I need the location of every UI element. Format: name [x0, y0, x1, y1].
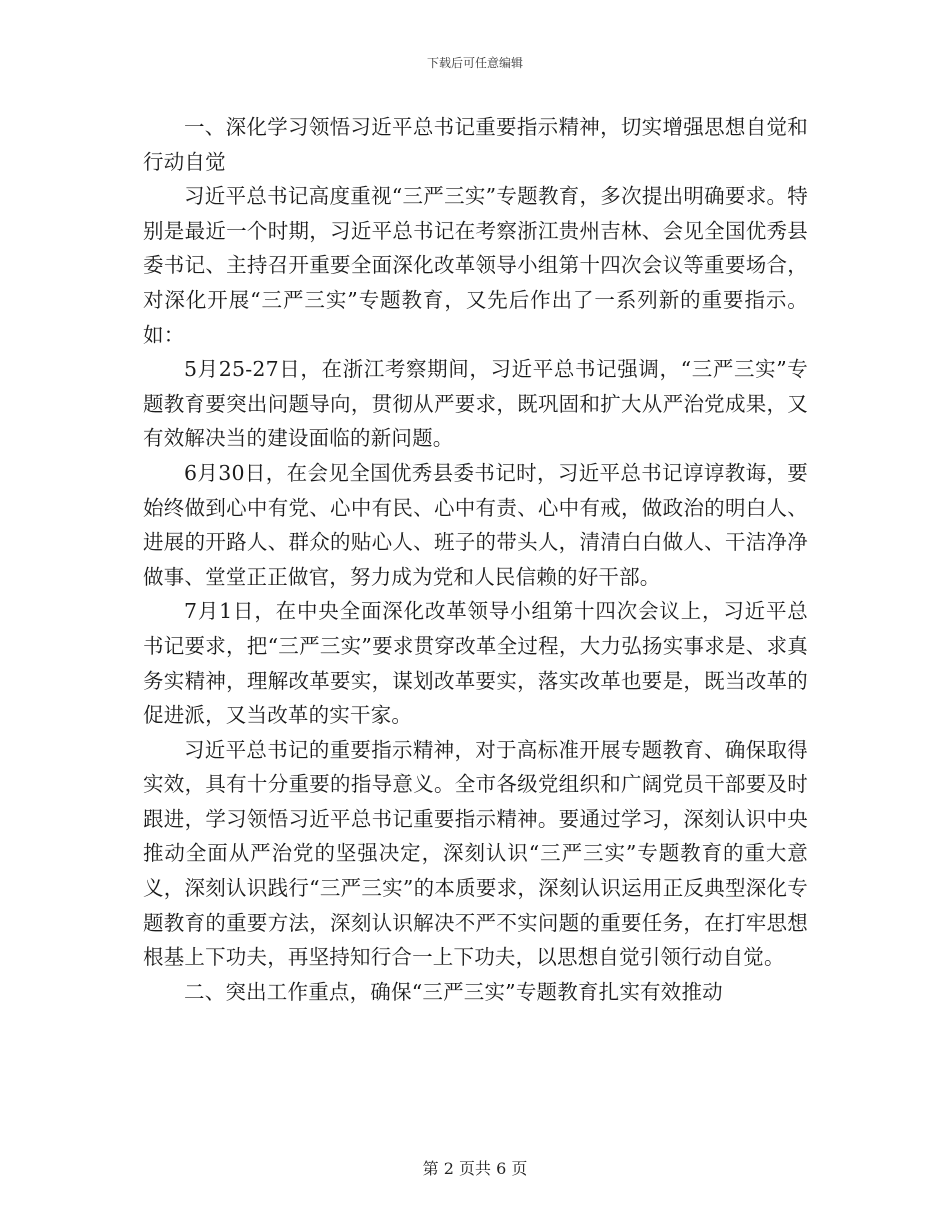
- section-heading-1: 一、深化学习领悟习近平总书记重要指示精神，切实增强思想自觉和行动自觉: [143, 115, 808, 174]
- body-paragraph: 习近平总书记高度重视“三严三实”专题教育，多次提出明确要求。特别是最近一个时期，习近平总书记在考察浙江贵州吉林、会见全国优秀县委书记、主持召开重要全面深化改革领导小组第十四次会议等重要场合，对深化开展“三严三实”专题教育，又先后作出了一系列新的重要指示。如：: [143, 184, 808, 347]
- section-heading-2: 二、突出工作重点，确保“三严三实”专题教育扎实有效推动: [184, 979, 723, 1004]
- page-header: 下载后可任意编辑: [426, 56, 523, 70]
- body-paragraph: 6月30日，在会见全国优秀县委书记时，习近平总书记谆谆教诲，要始终做到心中有党、心中有民、心中有责、心中有戒，做政治的明白人、进展的开路人、群众的贴心人、班子的带头人，清清白白做人、干洁净净做事、堂堂正正做官，努力成为党和人民信赖的好干部。: [143, 460, 808, 589]
- body-paragraph: 7月1日，在中央全面深化改革领导小组第十四次会议上，习近平总书记要求，把“三严三实”要求贯穿改革全过程，大力弘扬实事求是、求真务实精神，理解改革要实，谋划改革要实，落实改革也要是，既当改革的促进派，又当改革的实干家。: [143, 599, 808, 728]
- body-paragraph: 习近平总书记的重要指示精神，对于高标准开展专题教育、确保取得实效，具有十分重要的指导意义。全市各级党组织和广阔党员干部要及时跟进，学习领悟习近平总书记重要指示精神。要通过学习，深刻认识中央推动全面从严治党的坚强决定，深刻认识“三严三实”专题教育的重大意义，深刻认识践行“三严三实”的本质要求，深刻认识运用正反典型深化专题教育的重要方法，深刻认识解决不严不实问题的重要任务，在打牢思想根基上下功夫，再坚持知行合一上下功夫，以思想自觉引领行动自觉。: [143, 737, 808, 970]
- body-paragraph: 5月25-27日，在浙江考察期间，习近平总书记强调，“三严三实”专题教育要突出问题导向，贯彻从严要求，既巩固和扩大从严治党成果，又有效解决当的建设面临的新问题。: [143, 357, 808, 451]
- document-body: [143, 110, 808, 1009]
- page-number: 第 2 页共 6 页: [422, 1159, 528, 1178]
